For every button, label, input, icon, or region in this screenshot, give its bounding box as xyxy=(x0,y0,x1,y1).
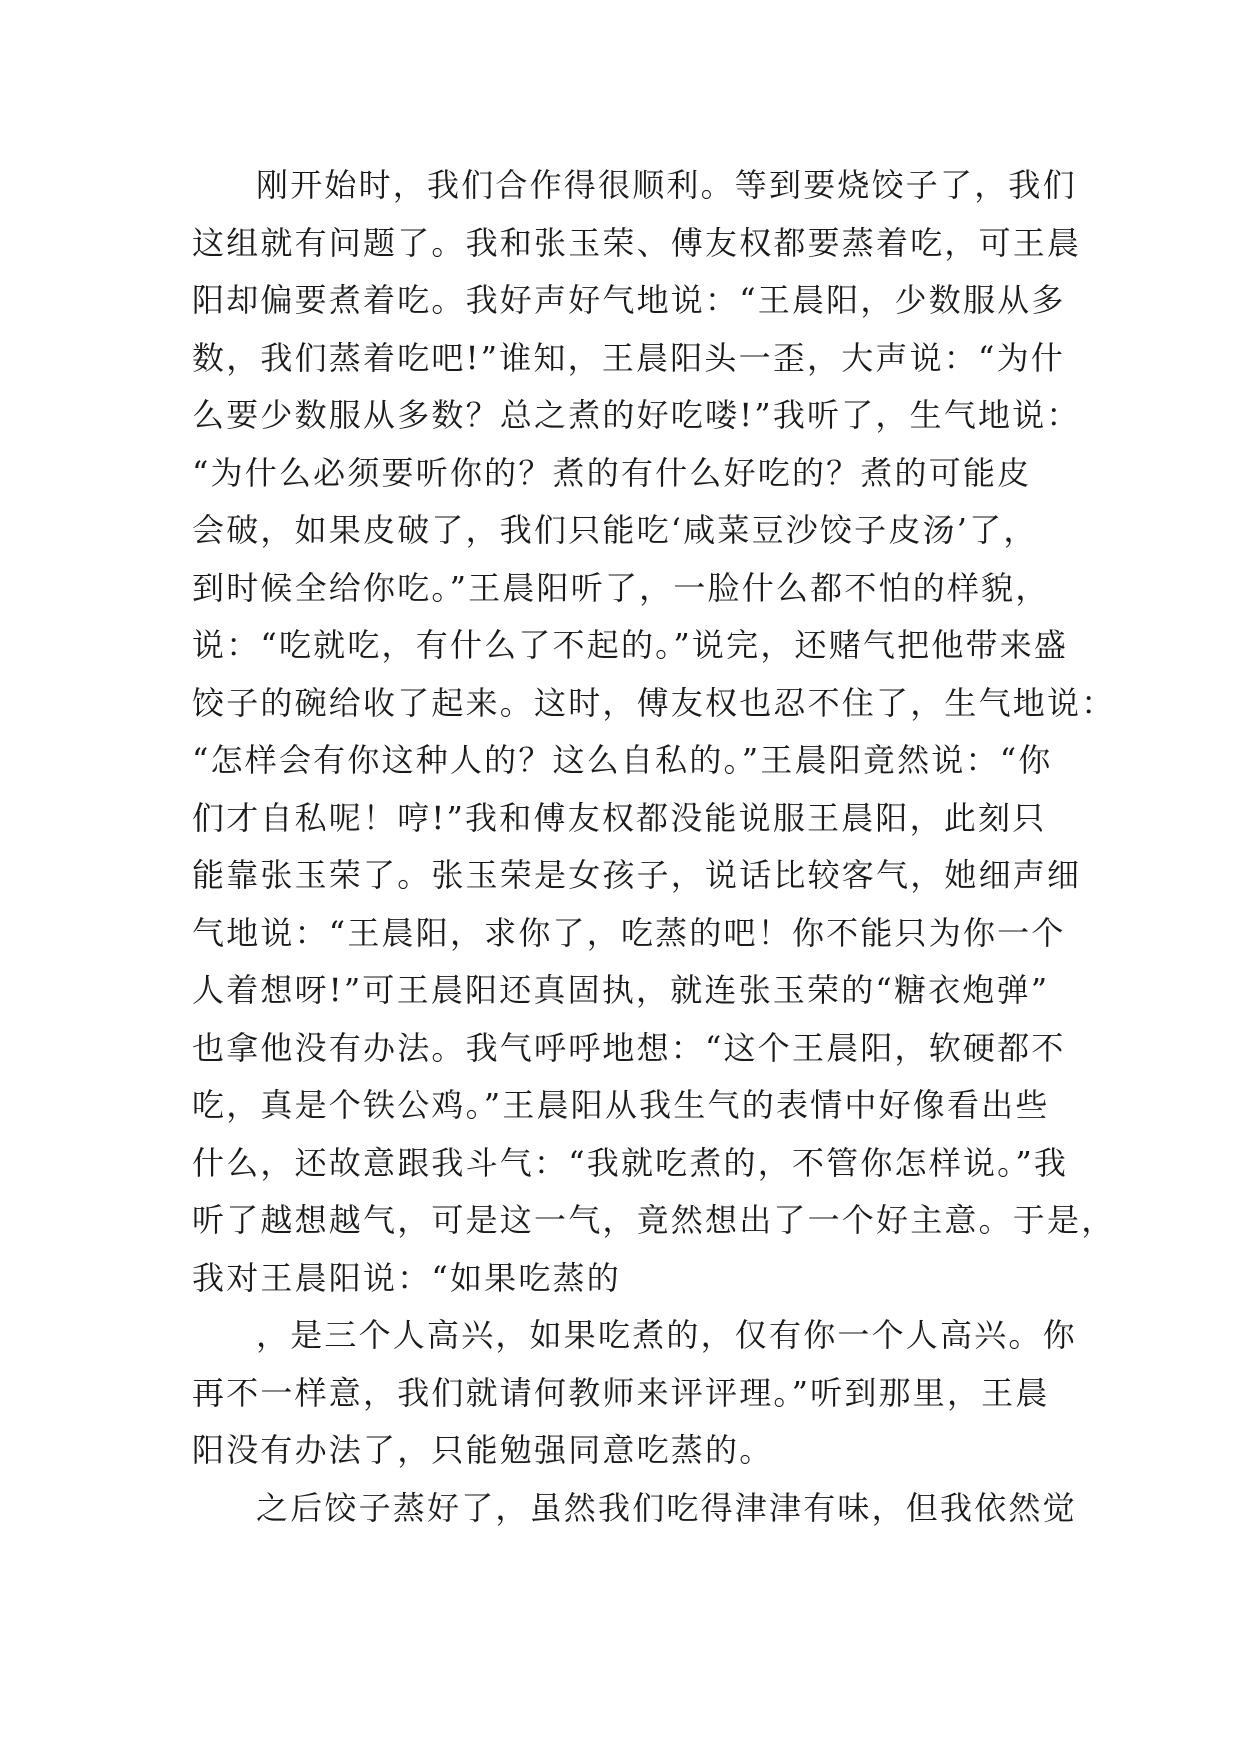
text-line: 会破，如果皮破了，我们只能吃‘咸菜豆沙饺子皮汤’了， xyxy=(192,511,1038,549)
text-line: 什么，还故意跟我斗气：“我就吃煮的，不管你怎样说。”我 xyxy=(192,1143,1069,1182)
text-line: 再不一样意，我们就请何教师来评评理。”听到那里，王晨 xyxy=(192,1373,1050,1412)
text-line: 气地说：“王晨阳，求你了，吃蒸的吧！你不能只为你一个 xyxy=(192,913,1066,952)
text-line: 吃，真是个铁公鸡。”王晨阳从我生气的表情中好像看出些 xyxy=(192,1086,1050,1124)
text-line: 能靠张玉荣了。张玉荣是女孩子，说话比较客气，她细声细 xyxy=(192,856,1082,894)
text-line: 这组就有问题了。我和张玉荣、傅友权都要蒸着吃，可王晨 xyxy=(192,223,1082,262)
text-line: 人着想呀!”可王晨阳还真固执，就连张玉荣的“糖衣炮弹” xyxy=(192,971,1050,1009)
text-line: 听了越想越气，可是这一气，竟然想出了一个好主意。于是， xyxy=(192,1201,1116,1239)
text-line: “怎样会有你这种人的？这么自私的。”王晨阳竟然说：“你 xyxy=(192,741,1053,779)
text-line: 之后饺子蒸好了，虽然我们吃得津津有味，但我依然觉 xyxy=(256,1488,1077,1527)
text-line: 到时候全给你吃。”王晨阳听了，一脸什么都不怕的样貌， xyxy=(192,568,1050,607)
text-line: 也拿他没有办法。我气呼呼地想：“这个王晨阳，软硬都不 xyxy=(192,1028,1066,1067)
text-line: 说：“吃就吃，有什么了不起的。”说完，还赌气把他带来盛 xyxy=(192,626,1069,664)
text-line: ，是三个人高兴，如果吃煮的，仅有你一个人高兴。你 xyxy=(256,1316,1077,1354)
text-line: 阳却偏要煮着吃。我好声好气地说：“王晨阳，少数服从多 xyxy=(192,281,1066,319)
text-line: 刚开始时，我们合作得很顺利。等到要烧饺子了，我们 xyxy=(256,166,1077,204)
text-line: 么要少数服从多数？总之煮的好吃喽!”我听了，生气地说： xyxy=(192,396,1081,434)
text-line: 们才自私呢！哼!”我和傅友权都没能说服王晨阳，此刻只 xyxy=(192,798,1047,837)
text-line: 数，我们蒸着吃吧!”谁知，王晨阳头一歪，大声说：“为什 xyxy=(192,338,1065,377)
text-line: 饺子的碗给收了起来。这时，傅友权也忍不住了，生气地说： xyxy=(192,683,1116,722)
text-line: 我对王晨阳说：“如果吃蒸的 xyxy=(192,1258,621,1297)
document-body xyxy=(192,157,1116,1537)
text-line: 阳没有办法了，只能勉强同意吃蒸的。 xyxy=(192,1431,774,1469)
text-line: “为什么必须要听你的？煮的有什么好吃的？煮的可能皮 xyxy=(192,453,1032,492)
